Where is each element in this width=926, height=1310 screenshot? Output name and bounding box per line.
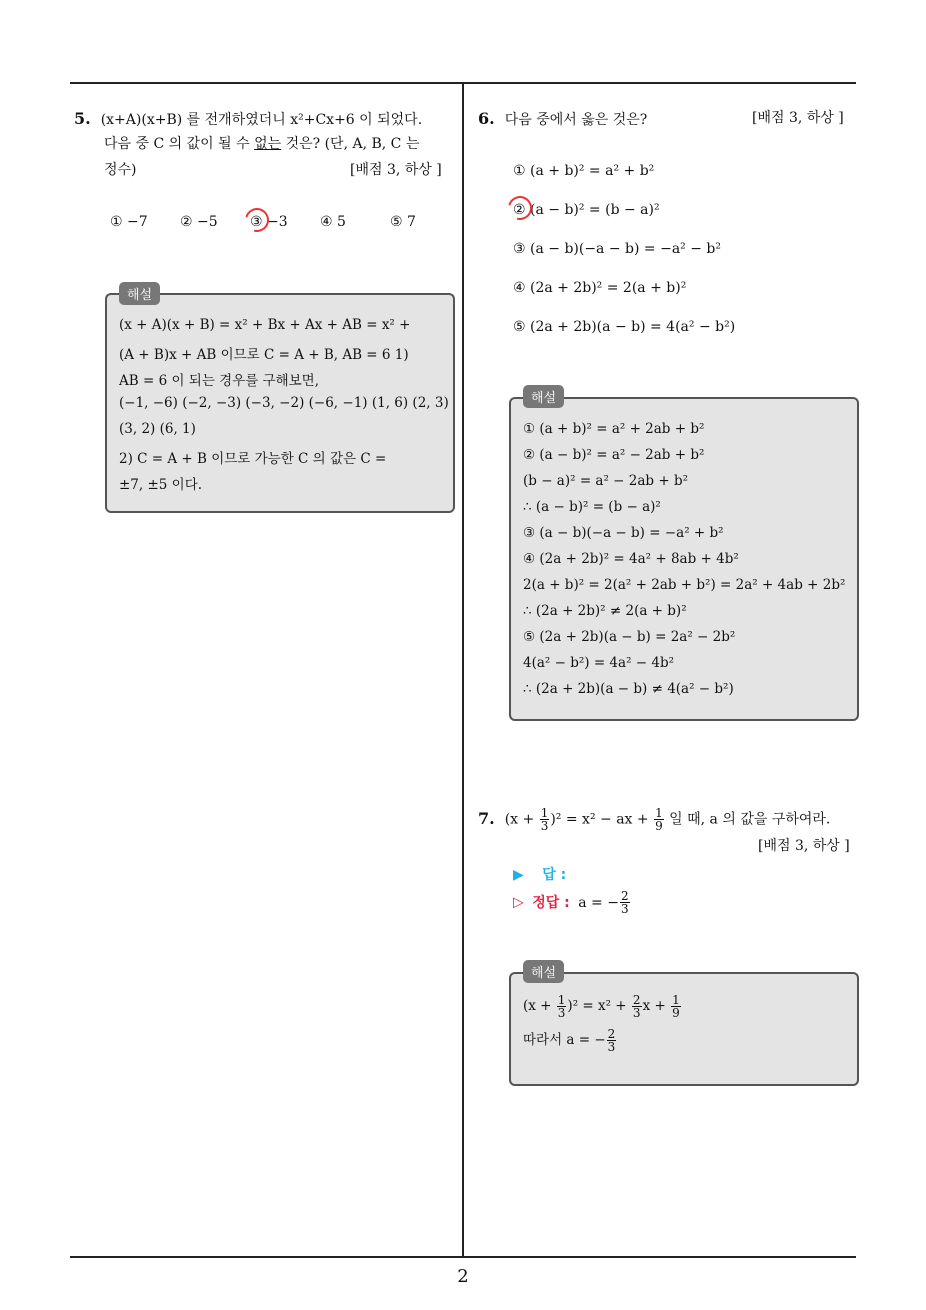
q6-solution-box (509, 397, 859, 721)
q6-choice-5[interactable]: ⑤ (2a + 2b)(a − b) = 4(a² − b²) (513, 319, 736, 335)
q6-sol-line: 2(a + b)² = 2(a² + 2ab + b²) = 2a² + 4ab + 2b² (523, 577, 846, 593)
q7-sol-line-2: 따라서 a = − $\frac{2}{3}$ (523, 1027, 616, 1054)
q7-text-a: (x + (504, 811, 539, 828)
q5-sol-line: AB = 6 이 되는 경우를 구해보면, (119, 373, 320, 389)
q7-number: 7. (478, 808, 495, 828)
answer-label: 답 : (542, 867, 567, 883)
page-number: 2 (457, 1266, 469, 1287)
q6-sol-line: ⑤ (2a + 2b)(a − b) = 2a² − 2b² (523, 629, 736, 645)
q7-text-c: 일 때, a 의 값을 구하여라. (664, 811, 831, 828)
q6-sol-line: ∴ (2a + 2b)(a − b) ≠ 4(a² − b²) (523, 681, 734, 697)
q6-choice-2[interactable]: ② (a − b)² = (b − a)² (513, 202, 660, 218)
q5-number: 5. (74, 109, 91, 128)
q5-solution-box (105, 293, 455, 513)
correct-answer-icon: ▷ (513, 894, 524, 911)
q5-sol-line: (x + A)(x + B) = x² + Bx + Ax + AB = x² + (119, 317, 411, 333)
q6-sol-line: ② (a − b)² = a² − 2ab + b² (523, 447, 705, 463)
q7-text-b: )² = x² − ax + (550, 811, 654, 828)
q6-solution-tag: 해설 (523, 385, 564, 408)
q5-sol-line: (−1, −6) (−2, −3) (−3, −2) (−6, −1) (1, 6) (2, 3) (119, 395, 449, 411)
q5-underlined-word: 없는 (254, 136, 282, 152)
q7-sol-fraction: $\frac{1}{3}$ (557, 993, 566, 1020)
q5-selected-mark (241, 204, 274, 237)
q6-line1 (478, 111, 647, 127)
q5-text-line1: (x+A)(x+B) 를 전개하였더니 x²+Cx+6 이 되었다. (100, 112, 423, 128)
q6-sol-line: ④ (2a + 2b)² = 4a² + 8ab + 4b² (523, 551, 739, 567)
bottom-rule (70, 1256, 856, 1258)
q6-sol-line: ∴ (2a + 2b)² ≠ 2(a + b)² (523, 603, 687, 619)
q7-solution-box (509, 972, 859, 1086)
q5-score: [배점 3, 하상 ] (350, 162, 442, 178)
q5-choice-1[interactable]: ① −7 (110, 214, 148, 230)
q7-solution-tag: 해설 (523, 960, 564, 983)
q6-sol-line: 4(a² − b²) = 4a² − 4b² (523, 655, 675, 671)
q6-score: [배점 3, 하상 ] (752, 110, 844, 126)
q6-sol-line: ③ (a − b)(−a − b) = −a² + b² (523, 525, 724, 541)
q7-correct-row (513, 890, 631, 915)
q7-sol-fraction: $\frac{2}{3}$ (632, 993, 641, 1020)
correct-answer-value: a = − (578, 894, 619, 911)
q5-choice-4[interactable]: ④ 5 (320, 214, 346, 230)
q5-sol-line: (3, 2) (6, 1) (119, 421, 196, 437)
q5-sol-line: (A + B)x + AB 이므로 C = A + B, AB = 6 1) (119, 347, 409, 363)
q5-text-line2a: 다음 중 C 의 값이 될 수 (104, 136, 255, 152)
q5-choice-3[interactable]: ③ −3 (250, 214, 288, 230)
q6-number: 6. (478, 109, 495, 128)
q5-line3: 정수) (104, 162, 137, 178)
q6-selected-mark (504, 192, 537, 225)
q6-sol-line: (b − a)² = a² − 2ab + b² (523, 473, 689, 489)
q7-sol-fraction: $\frac{1}{9}$ (672, 993, 680, 1020)
q6-sol-line: ∴ (a − b)² = (b − a)² (523, 499, 661, 515)
q7-line1 (478, 807, 830, 832)
q6-sol-line: ① (a + b)² = a² + 2ab + b² (523, 421, 705, 437)
q7-score: [배점 3, 하상 ] (758, 838, 850, 854)
answer-play-icon: ▶ (513, 867, 524, 883)
q7-answer-row[interactable] (513, 868, 566, 882)
q5-choice-2[interactable]: ② −5 (180, 214, 218, 230)
q7-sol-line-1: (x + $\frac{1}{3}$ )² = x² + $\frac{2}{3}$ x + $\frac{1}{9}$ (523, 993, 680, 1020)
correct-answer-label: 정답 : (532, 894, 570, 911)
q5-line1 (74, 111, 422, 127)
q7-fraction-2: $\frac{1}{9}$ (655, 806, 663, 833)
q5-sol-line: 2) C = A + B 이므로 가능한 C 의 값은 C = (119, 451, 387, 467)
q6-choice-4[interactable]: ④ (2a + 2b)² = 2(a + b)² (513, 280, 687, 296)
q5-solution-tag: 해설 (119, 282, 160, 305)
q6-question-text: 다음 중에서 옳은 것은? (504, 112, 648, 128)
q7-sol-fraction: $\frac{2}{3}$ (607, 1027, 616, 1054)
q5-choice-5[interactable]: ⑤ 7 (390, 214, 416, 230)
q7-fraction-1: $\frac{1}{3}$ (540, 806, 549, 833)
q5-text-line2b: 것은? (단, A, B, C 는 (281, 136, 420, 152)
q6-choice-3[interactable]: ③ (a − b)(−a − b) = −a² − b² (513, 241, 721, 257)
q5-sol-line: ±7, ±5 이다. (119, 477, 203, 493)
q6-choice-1[interactable]: ① (a + b)² = a² + b² (513, 163, 655, 179)
q5-line2 (104, 137, 419, 151)
column-divider (462, 82, 464, 1257)
correct-answer-fraction: $\frac{2}{3}$ (620, 889, 629, 916)
